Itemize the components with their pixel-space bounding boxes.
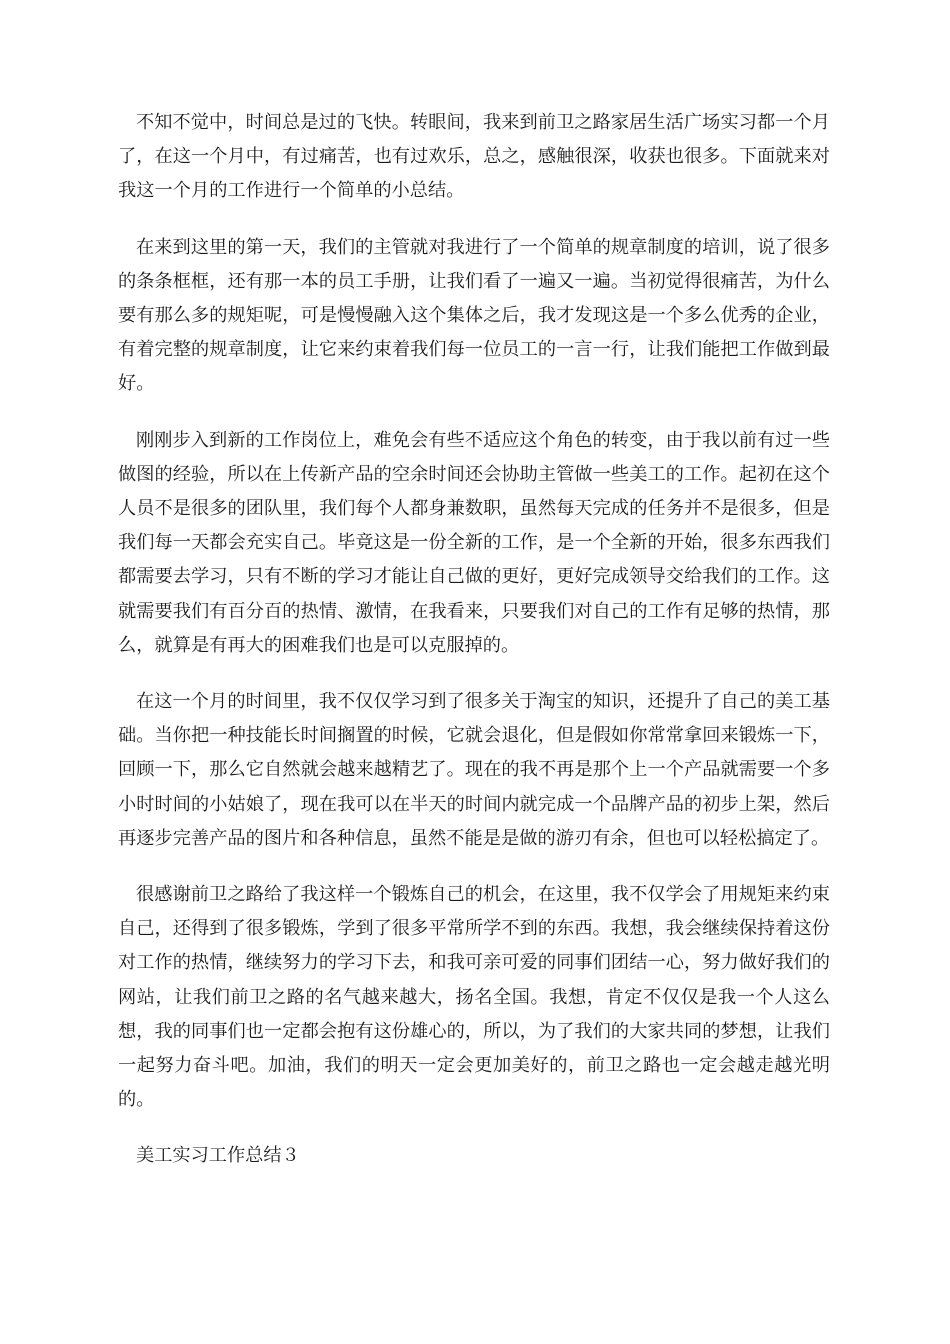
- paragraph-5: 很感谢前卫之路给了我这样一个锻炼自己的机会，在这里，我不仅学会了用规矩来约束自己，还得到了很多锻炼，学到了很多平常所学不到的东西。我想，我会继续保持着这份对工作的热情，继续努力的学习下去，和我可亲可爱的同事们团结一心，努力做好我们的网站，让我们前卫之路的名气越来越大，扬名全国。我想，肯定不仅仅是我一个人这么想，我的同事们也一定都会抱有这份雄心的，所以，为了我们的大家共同的梦想，让我们一起努力奋斗吧。加油，我们的明天一定会更加美好的，前卫之路也一定会越走越光明的。: [118, 884, 830, 1111]
- paragraph-3: 刚刚步入到新的工作岗位上，难免会有些不适应这个角色的转变，由于我以前有过一些做图的经验，所以在上传新产品的空余时间还会协助主管做一些美工的工作。起初在这个人员不是很多的团队里，我们每个人都身兼数职，虽然每天完成的任务并不是很多，但是我们每一天都会充实自己。毕竟这是一份全新的工作，是一个全新的开始，很多东西我们都需要去学习，只有不断的学习才能让自己做的更好，更好完成领导交给我们的工作。这就需要我们有百分百的热情、激情，在我看来，只要我们对自己的工作有足够的热情，那么，就算是有再大的困难我们也是可以克服掉的。: [118, 429, 830, 656]
- document-body: [118, 106, 830, 1174]
- section-heading: 美工实习工作总结３: [136, 1145, 300, 1167]
- paragraph-4: 在这一个月的时间里，我不仅仅学习到了很多关于淘宝的知识，还提升了自己的美工基础。当你把一种技能长时间搁置的时候，它就会退化，但是假如你常常拿回来锻炼一下，回顾一下，那么它自然就会越来越精艺了。现在的我不再是那个上一个产品就需要一个多小时时间的小姑娘了，现在我可以在半天的时间内就完成一个品牌产品的初步上架，然后再逐步完善产品的图片和各种信息，虽然不能是是做的游刃有余，但也可以轻松搞定了。: [118, 691, 830, 849]
- paragraph-2: 在来到这里的第一天，我们的主管就对我进行了一个简单的规章制度的培训，说了很多的条条框框，还有那一本的员工手册，让我们看了一遍又一遍。当初觉得很痛苦，为什么要有那么多的规矩呢，可是慢慢融入这个集体之后，我才发现这是一个多么优秀的企业，有着完整的规章制度，让它来约束着我们每一位员工的一言一行，让我们能把工作做到最好。: [118, 236, 830, 395]
- paragraph-1: 不知不觉中，时间总是过的飞快。转眼间，我来到前卫之路家居生活广场实习都一个月了，在这一个月中，有过痛苦，也有过欢乐，总之，感触很深，收获也很多。下面就来对我这一个月的工作进行一个简单的小总结。: [118, 112, 830, 202]
